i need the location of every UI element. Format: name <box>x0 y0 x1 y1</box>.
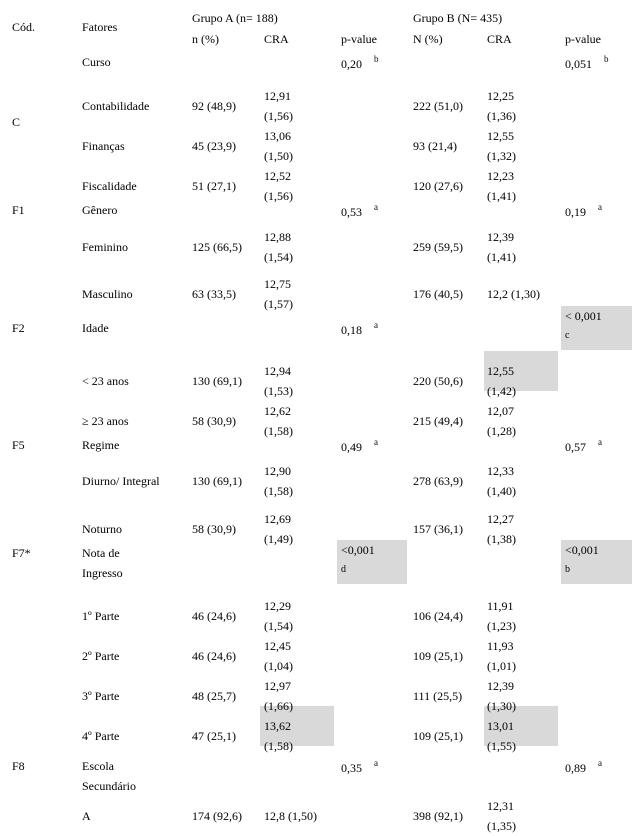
group-a-cra-line: 12,45 <box>264 639 291 653</box>
row-factor <box>82 318 109 338</box>
row-factor <box>82 435 119 455</box>
header-b-n: N (%) <box>413 32 443 46</box>
group-b-count-line: 120 (27,6) <box>413 179 463 193</box>
row-factor <box>82 471 160 491</box>
group-a-cra <box>264 401 293 441</box>
group-a-cra-line: 12,88 <box>264 230 291 244</box>
row-factor-line: ≥ 23 anos <box>82 414 129 428</box>
group-a-cra-line: 12,8 (1,50) <box>264 809 317 823</box>
group-b-cra-line: (1,35) <box>487 819 516 833</box>
row-code-line: C <box>12 115 21 129</box>
group-b-count <box>413 806 463 826</box>
row-code <box>12 435 25 455</box>
group-a-pvalue <box>341 758 378 779</box>
group-a-cra-line: (1,54) <box>264 619 293 633</box>
group-b-count <box>413 606 463 626</box>
row-code <box>12 756 25 776</box>
group-a-count <box>192 471 242 491</box>
row-factor <box>82 543 123 583</box>
group-a-pvalue-line: 0,35 $^a$ <box>341 758 378 775</box>
group-b-count <box>413 411 463 431</box>
group-b-pvalue-footnote-mark: c <box>565 330 570 341</box>
group-b-count-line: 109 (25,1) <box>413 729 463 743</box>
group-b-pvalue <box>565 540 599 580</box>
group-a-count-line: 51 (27,1) <box>192 179 236 193</box>
group-a-cra-line: 12,97 <box>264 679 291 693</box>
group-a-count-line: 125 (66,5) <box>192 240 242 254</box>
row-code-line: F1 <box>12 203 25 217</box>
group-b-count <box>413 176 463 196</box>
group-a-cra-line: (1,04) <box>264 659 293 673</box>
group-a-count <box>192 519 236 539</box>
row-factor <box>82 646 119 666</box>
row-factor <box>82 96 149 116</box>
group-a-count-line: 46 (24,6) <box>192 649 236 663</box>
group-b-count-line: 109 (25,1) <box>413 649 463 663</box>
row-factor <box>82 200 117 220</box>
group-a-pvalue-footnote-mark: b <box>374 54 379 64</box>
group-b-cra <box>487 676 516 716</box>
row-factor <box>82 806 91 826</box>
row-code <box>12 112 20 132</box>
group-b-cra-line: 12,55 <box>487 129 514 143</box>
group-a-count <box>192 646 236 666</box>
group-b-pvalue-footnote-mark: a <box>598 202 602 212</box>
group-b-cra <box>487 227 516 267</box>
group-b-cra-line: 13,01 <box>487 719 514 733</box>
row-factor-line: Diurno/ Integral <box>82 474 160 488</box>
row-factor-line: 4º Parte <box>82 729 120 743</box>
header-b-cra: CRA <box>487 32 512 46</box>
row-factor-line: 2º Parte <box>82 649 120 663</box>
group-a-count-line: 58 (30,9) <box>192 522 236 536</box>
row-factor-line: Secundário <box>82 779 136 793</box>
group-b-pvalue <box>565 54 609 75</box>
group-b-cra-line: 12,39 <box>487 230 514 244</box>
group-b-cra-line: 12,25 <box>487 89 514 103</box>
group-a-cra <box>264 636 293 676</box>
group-b-count <box>413 646 463 666</box>
group-b-pvalue-line: 0,051 $^b$ <box>565 54 609 71</box>
group-b-cra <box>487 166 516 206</box>
group-b-pvalue-line: < 0,001 <box>565 309 602 323</box>
row-factor <box>82 686 119 706</box>
header-a-pvalue: p-value <box>341 32 377 46</box>
row-factor-line: Fiscalidade <box>82 179 137 193</box>
group-b-cra-line: 12,55 <box>487 364 514 378</box>
row-factor-line: Feminino <box>82 240 129 254</box>
group-a-count <box>192 686 236 706</box>
group-a-count <box>192 96 236 116</box>
row-factor-line: Escola <box>82 759 114 773</box>
group-a-count <box>192 606 236 626</box>
row-factor <box>82 519 122 539</box>
group-a-pvalue <box>341 320 378 341</box>
header-a-n: n (%) <box>192 32 219 46</box>
group-b-cra-line: (1,42) <box>487 384 516 398</box>
group-b-count <box>413 686 462 706</box>
group-a-cra-line: 12,29 <box>264 599 291 613</box>
row-factor <box>82 606 119 626</box>
group-b-pvalue-footnote-mark: b <box>565 564 570 575</box>
group-a-cra-line: (1,58) <box>264 739 293 753</box>
group-b-count-line: 222 (51,0) <box>413 99 463 113</box>
group-a-cra <box>264 126 293 166</box>
group-b-cra-line: 11,91 <box>487 599 514 613</box>
group-b-count <box>413 284 463 304</box>
group-b-pvalue-line: 0,57 $^a$ <box>565 437 602 454</box>
group-a-cra <box>264 461 293 501</box>
group-b-cra <box>487 126 516 166</box>
group-b-cra <box>487 401 516 441</box>
group-a-cra-line: 12,69 <box>264 512 291 526</box>
group-a-cra <box>264 716 293 756</box>
group-b-cra <box>487 716 516 756</box>
group-b-cra-line: (1,36) <box>487 109 516 123</box>
row-factor-line: Gênero <box>82 203 118 217</box>
group-b-cra-line: 12,31 <box>487 799 514 813</box>
group-b-count <box>413 726 463 746</box>
group-a-cra-line: (1,54) <box>264 250 293 264</box>
row-factor <box>82 284 133 304</box>
group-a-cra-line: (1,58) <box>264 484 293 498</box>
group-b-cra-line: (1,41) <box>487 189 516 203</box>
group-b-cra <box>487 361 516 401</box>
group-b-count-line: 93 (21,4) <box>413 139 457 153</box>
group-a-count-line: 92 (48,9) <box>192 99 236 113</box>
group-a-pvalue-footnote-mark: d <box>341 564 346 575</box>
group-a-count <box>192 726 236 746</box>
group-a-count-line: 58 (30,9) <box>192 414 236 428</box>
group-b-pvalue-line: 0,89 $^a$ <box>565 758 602 775</box>
row-factor-line: 1º Parte <box>82 609 120 623</box>
group-b-pvalue <box>565 758 602 779</box>
row-factor <box>82 52 111 72</box>
group-a-pvalue <box>341 540 375 580</box>
row-factor-line: < 23 anos <box>82 374 129 388</box>
group-a-cra <box>264 166 293 206</box>
group-b-pvalue <box>565 306 602 346</box>
group-b-count <box>413 96 463 116</box>
group-b-cra-line: 12,07 <box>487 404 514 418</box>
group-a-pvalue-footnote-mark: a <box>374 320 378 330</box>
group-b-pvalue-footnote-mark: a <box>598 437 602 447</box>
group-b-cra-line: 11,93 <box>487 639 514 653</box>
group-b-cra-line: 12,39 <box>487 679 514 693</box>
row-factor <box>82 136 125 156</box>
group-a-pvalue <box>341 202 378 223</box>
row-factor-line: Masculino <box>82 287 133 301</box>
group-a-cra-line: 13,62 <box>264 719 291 733</box>
row-factor-line: Idade <box>82 321 109 335</box>
group-a-cra <box>264 361 293 401</box>
group-b-count-line: 278 (63,9) <box>413 474 463 488</box>
group-a-cra-line: 12,94 <box>264 364 291 378</box>
group-a-count <box>192 371 242 391</box>
group-a-cra-line: 12,62 <box>264 404 291 418</box>
group-a-cra <box>264 86 293 126</box>
group-a-cra <box>264 509 293 549</box>
group-a-pvalue <box>341 54 379 75</box>
group-b-cra <box>487 461 516 501</box>
row-factor-line: Contabilidade <box>82 99 150 113</box>
row-factor-line: Regime <box>82 438 120 452</box>
group-b-cra-line: 12,33 <box>487 464 514 478</box>
group-a-pvalue-line: 0,18 $^a$ <box>341 320 378 337</box>
row-code <box>12 200 25 220</box>
group-a-cra-line: 12,52 <box>264 169 291 183</box>
group-b-pvalue-footnote-mark: a <box>598 758 602 768</box>
group-b-cra-line: 12,27 <box>487 512 514 526</box>
group-b-cra-line: (1,23) <box>487 619 516 633</box>
header-group-b: Grupo B (N= 435) <box>413 11 503 25</box>
row-factor <box>82 371 129 391</box>
group-b-count <box>413 237 463 257</box>
group-a-count-line: 45 (23,9) <box>192 139 236 153</box>
group-b-count-line: 106 (24,4) <box>413 609 463 623</box>
group-a-cra <box>264 227 293 267</box>
group-b-count-line: 215 (49,4) <box>413 414 463 428</box>
group-a-count <box>192 176 236 196</box>
group-a-count-line: 47 (25,1) <box>192 729 236 743</box>
row-factor-line: Finanças <box>82 139 125 153</box>
group-b-cra-line: (1,30) <box>487 699 516 713</box>
group-a-count-line: 48 (25,7) <box>192 689 236 703</box>
group-b-cra <box>487 636 516 676</box>
row-code-line: F8 <box>12 759 25 773</box>
group-a-pvalue-footnote-mark: a <box>374 437 378 447</box>
group-a-pvalue-line: 0,20 $^b$ <box>341 54 379 71</box>
group-a-count-line: 130 (69,1) <box>192 474 242 488</box>
group-b-pvalue <box>565 202 602 223</box>
group-a-cra <box>264 596 293 636</box>
row-factor <box>82 726 119 746</box>
group-b-count-line: 176 (40,5) <box>413 287 463 301</box>
row-code <box>12 543 31 563</box>
group-b-count <box>413 371 463 391</box>
row-factor-line: Noturno <box>82 522 122 536</box>
group-a-cra-line: (1,53) <box>264 384 293 398</box>
group-a-count <box>192 806 242 826</box>
row-factor <box>82 411 129 431</box>
group-b-cra-line: 12,23 <box>487 169 514 183</box>
row-code-line: F2 <box>12 321 25 335</box>
group-a-cra-line: 12,75 <box>264 277 291 291</box>
group-a-cra-line: (1,66) <box>264 699 293 713</box>
group-b-cra <box>487 284 540 304</box>
group-b-count <box>413 136 457 156</box>
group-a-count-line: 174 (92,6) <box>192 809 242 823</box>
row-code <box>12 318 25 338</box>
group-a-pvalue <box>341 437 378 458</box>
header-fatores: Fatores <box>82 20 118 34</box>
group-a-pvalue-footnote-mark: a <box>374 758 378 768</box>
group-b-cra <box>487 509 516 549</box>
group-a-count-line: 46 (24,6) <box>192 609 236 623</box>
group-b-cra-line: 12,2 (1,30) <box>487 287 540 301</box>
row-factor-line: Ingresso <box>82 566 123 580</box>
group-b-pvalue <box>565 437 602 458</box>
group-b-count <box>413 471 463 491</box>
group-a-cra-line: 12,90 <box>264 464 291 478</box>
header-cod: Cód. <box>12 20 36 34</box>
group-a-count <box>192 237 242 257</box>
group-b-cra <box>487 596 516 636</box>
group-b-cra-line: (1,55) <box>487 739 516 753</box>
row-factor <box>82 176 137 196</box>
group-a-cra-line: (1,56) <box>264 189 293 203</box>
group-a-cra-line: 13,06 <box>264 129 291 143</box>
group-a-cra-line: (1,56) <box>264 109 293 123</box>
row-factor-line: 3º Parte <box>82 689 120 703</box>
row-code-line: F7* <box>12 546 31 560</box>
group-a-cra-line: 12,91 <box>264 89 291 103</box>
group-b-pvalue-line: 0,19 $^a$ <box>565 202 602 219</box>
group-a-cra-line: (1,49) <box>264 532 293 546</box>
group-a-count-line: 130 (69,1) <box>192 374 242 388</box>
group-b-cra-line: (1,32) <box>487 149 516 163</box>
group-a-cra <box>264 806 317 826</box>
group-b-pvalue-line: <0,001 <box>565 543 599 557</box>
group-a-cra <box>264 274 293 314</box>
group-b-count-line: 398 (92,1) <box>413 809 463 823</box>
group-b-cra-line: (1,41) <box>487 250 516 264</box>
group-a-cra <box>264 676 293 716</box>
group-b-cra-line: (1,40) <box>487 484 516 498</box>
row-code-line: F5 <box>12 438 25 452</box>
group-b-count-line: 111 (25,5) <box>413 689 463 703</box>
group-b-pvalue-footnote-mark: b <box>604 54 609 64</box>
header-group-a: Grupo A (n= 188) <box>192 11 278 25</box>
group-a-count <box>192 284 236 304</box>
group-a-count <box>192 411 236 431</box>
group-b-count-line: 157 (36,1) <box>413 522 463 536</box>
group-b-count-line: 220 (50,6) <box>413 374 463 388</box>
row-factor-line: Curso <box>82 55 111 69</box>
row-factor-line: Nota de <box>82 546 120 560</box>
group-b-cra <box>487 86 516 126</box>
group-a-count <box>192 136 236 156</box>
group-b-count-line: 259 (59,5) <box>413 240 463 254</box>
header-a-cra: CRA <box>264 32 289 46</box>
header-b-pvalue: p-value <box>565 32 601 46</box>
group-a-count-line: 63 (33,5) <box>192 287 236 301</box>
group-a-pvalue-line: 0,49 $^a$ <box>341 437 378 454</box>
row-factor <box>82 237 128 257</box>
group-a-cra-line: (1,58) <box>264 424 293 438</box>
group-b-cra-line: (1,01) <box>487 659 516 673</box>
row-factor <box>82 756 136 796</box>
group-a-pvalue-footnote-mark: a <box>374 202 378 212</box>
group-b-cra <box>487 796 516 836</box>
group-a-cra-line: (1,50) <box>264 149 293 163</box>
row-factor-line: A <box>82 809 91 823</box>
group-b-count <box>413 519 463 539</box>
group-b-cra-line: (1,28) <box>487 424 516 438</box>
group-a-cra-line: (1,57) <box>264 297 293 311</box>
group-a-pvalue-line: 0,53 $^a$ <box>341 202 378 219</box>
group-a-pvalue-line: <0,001 <box>341 543 375 557</box>
group-b-cra-line: (1,38) <box>487 532 516 546</box>
